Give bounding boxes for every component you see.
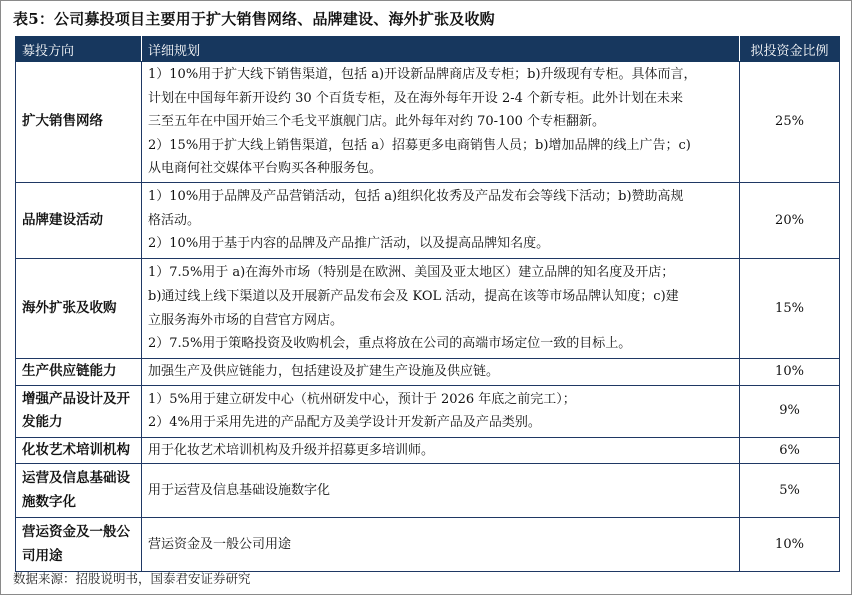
table-row — [16, 437, 840, 464]
detail-line: b)通过线上线下渠道以及开展新产品发布会及 KOL 活动，提高在该等市场品牌认知度；c)建 — [148, 288, 679, 304]
detail-line: 从电商何社交媒体平台购买各种服务包。 — [148, 161, 383, 177]
row-detail — [142, 385, 740, 437]
table-title: 表5：公司募投项目主要用于扩大销售网络、品牌建设、海外扩张及收购 — [13, 10, 495, 28]
header-direction: 募投方向 — [16, 37, 142, 62]
header-ratio: 拟投资金比例 — [740, 37, 840, 62]
row-detail — [142, 464, 740, 518]
detail-line: 立服务海外市场的自营官方网店。 — [148, 312, 344, 328]
row-direction — [16, 518, 142, 572]
direction-line: 施数字化 — [22, 493, 76, 510]
table-row — [16, 62, 840, 183]
direction-line: 增强产品设计及开 — [22, 390, 130, 407]
detail-line: 1）10%用于品牌及产品营销活动，包括 a)组织化妆秀及产品发布会等线下活动；b)赞助高规 — [148, 189, 684, 205]
row-ratio: 10% — [740, 359, 840, 386]
row-ratio: 15% — [740, 259, 840, 359]
detail-line: 营运资金及一般公司用途 — [148, 536, 292, 552]
detail-line: 三至五年在中国开始三个毛戈平旗舰门店。此外每年对约 70-100 个专柜翻新。 — [148, 114, 606, 130]
row-detail — [142, 518, 740, 572]
header-detail: 详细规划 — [142, 37, 740, 62]
detail-line: 2）4%用于采用先进的产品配方及美学设计开发新产品及产品类别。 — [148, 415, 541, 431]
row-detail — [142, 62, 740, 183]
detail-line: 1）10%用于扩大线下销售渠道，包括 a)开设新品牌商店及专柜；b)升级现有专柜。具体而言， — [148, 67, 697, 83]
row-ratio: 10% — [740, 518, 840, 572]
direction-line: 运营及信息基础设 — [22, 470, 130, 487]
row-ratio: 9% — [740, 385, 840, 437]
direction-line: 司用途 — [22, 547, 63, 564]
detail-line: 用于运营及信息基础设施数字化 — [148, 482, 331, 498]
detail-line: 2）15%用于扩大线上销售渠道，包括 a）招募更多电商销售人员；b)增加品牌的线上广告；c) — [148, 137, 691, 153]
row-direction: 品牌建设活动 — [16, 183, 142, 259]
detail-line: 1）7.5%用于 a)在海外市场（特别是在欧洲、美国及亚太地区）建立品牌的知名度及开店； — [148, 265, 675, 281]
detail-line: 用于化妆艺术培训机构及升级并招募更多培训师。 — [148, 442, 435, 458]
row-detail — [142, 437, 740, 464]
row-direction — [16, 464, 142, 518]
row-direction: 化妆艺术培训机构 — [16, 437, 142, 464]
row-direction — [16, 385, 142, 437]
fundraising-table — [15, 36, 840, 572]
row-direction: 生产供应链能力 — [16, 359, 142, 386]
row-detail — [142, 259, 740, 359]
row-direction: 扩大销售网络 — [16, 62, 142, 183]
row-direction: 海外扩张及收购 — [16, 259, 142, 359]
row-ratio: 6% — [740, 437, 840, 464]
table-row — [16, 259, 840, 359]
table-row — [16, 385, 840, 437]
detail-line: 格活动。 — [148, 212, 201, 228]
row-ratio: 25% — [740, 62, 840, 183]
table-row — [16, 359, 840, 386]
data-source-note: 数据来源：招股说明书，国泰君安证券研究 — [13, 571, 251, 586]
row-detail — [142, 183, 740, 259]
row-detail — [142, 359, 740, 386]
detail-line: 加强生产及供应链能力，包括建设及扩建生产设施及供应链。 — [148, 364, 500, 379]
table-header-row — [16, 37, 840, 62]
row-ratio: 5% — [740, 464, 840, 518]
detail-line: 计划在中国每年新开设约 30 个百货专柜，及在海外每年开设 2-4 个新专柜。此外计划在未来 — [148, 90, 684, 106]
table-row — [16, 183, 840, 259]
table-container — [15, 36, 839, 572]
detail-line: 2）7.5%用于策略投资及收购机会，重点将放在公司的高端市场定位一致的目标上。 — [148, 336, 632, 352]
detail-line: 2）10%用于基于内容的品牌及产品推广活动，以及提高品牌知名度。 — [148, 236, 550, 252]
table-row — [16, 518, 840, 572]
row-ratio: 20% — [740, 183, 840, 259]
table-row — [16, 464, 840, 518]
direction-line: 发能力 — [22, 414, 63, 431]
direction-line: 营运资金及一般公 — [22, 524, 130, 541]
detail-line: 1）5%用于建立研发中心（杭州研发中心，预计于 2026 年底之前完工）； — [148, 391, 576, 407]
